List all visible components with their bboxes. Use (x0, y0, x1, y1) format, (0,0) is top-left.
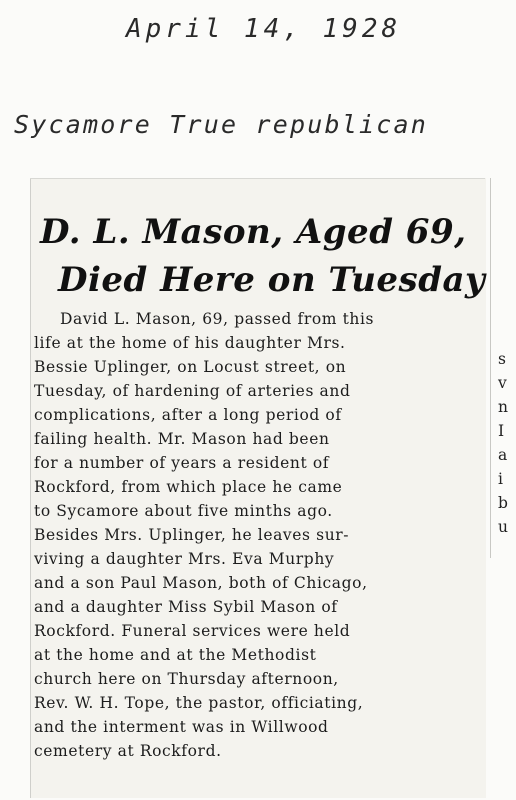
adjacent-column-letter: s (498, 350, 506, 368)
body-line: at the home and at the Methodist (34, 646, 317, 664)
column-rule (490, 178, 491, 558)
body-line: failing health. Mr. Mason had been (34, 430, 330, 448)
adjacent-column-letter: v (498, 374, 507, 392)
body-line: Besides Mrs. Uplinger, he leaves sur- (34, 526, 350, 544)
body-line: and a daughter Miss Sybil Mason of (34, 598, 338, 616)
handwritten-source: Sycamore True republican (14, 110, 429, 139)
adjacent-column-letter: u (498, 518, 508, 536)
body-line: complications, after a long period of (34, 406, 342, 424)
body-line: David L. Mason, 69, passed from this (60, 310, 375, 328)
body-line: and a son Paul Mason, both of Chicago, (34, 574, 368, 592)
adjacent-column-letter: i (498, 470, 503, 488)
handwritten-date: April 14, 1928 (126, 14, 402, 44)
body-line: and the interment was in Willwood (34, 718, 329, 736)
clipping-top-edge (30, 178, 485, 179)
adjacent-column-letter: a (498, 446, 508, 464)
body-line: cemetery at Rockford. (34, 742, 222, 760)
body-line: Bessie Uplinger, on Locust street, on (34, 358, 347, 376)
adjacent-column-letter: n (498, 398, 508, 416)
headline-line-1: D. L. Mason, Aged 69, (40, 212, 467, 252)
body-line: Tuesday, of hardening of arteries and (34, 382, 351, 400)
body-line: for a number of years a resident of (34, 454, 330, 472)
headline-line-2: Died Here on Tuesday (58, 260, 486, 300)
body-line: to Sycamore about five minths ago. (34, 502, 333, 520)
adjacent-column-fragment (488, 178, 516, 578)
body-line: viving a daughter Mrs. Eva Murphy (34, 550, 335, 568)
body-line: Rockford. Funeral services were held (34, 622, 351, 640)
body-line: Rev. W. H. Tope, the pastor, officiating, (34, 694, 364, 712)
adjacent-column-letter: b (498, 494, 508, 512)
body-line: church here on Thursday afternoon, (34, 670, 339, 688)
adjacent-column-letter: I (498, 422, 505, 440)
body-line: life at the home of his daughter Mrs. (34, 334, 346, 352)
body-line: Rockford, from which place he came (34, 478, 343, 496)
